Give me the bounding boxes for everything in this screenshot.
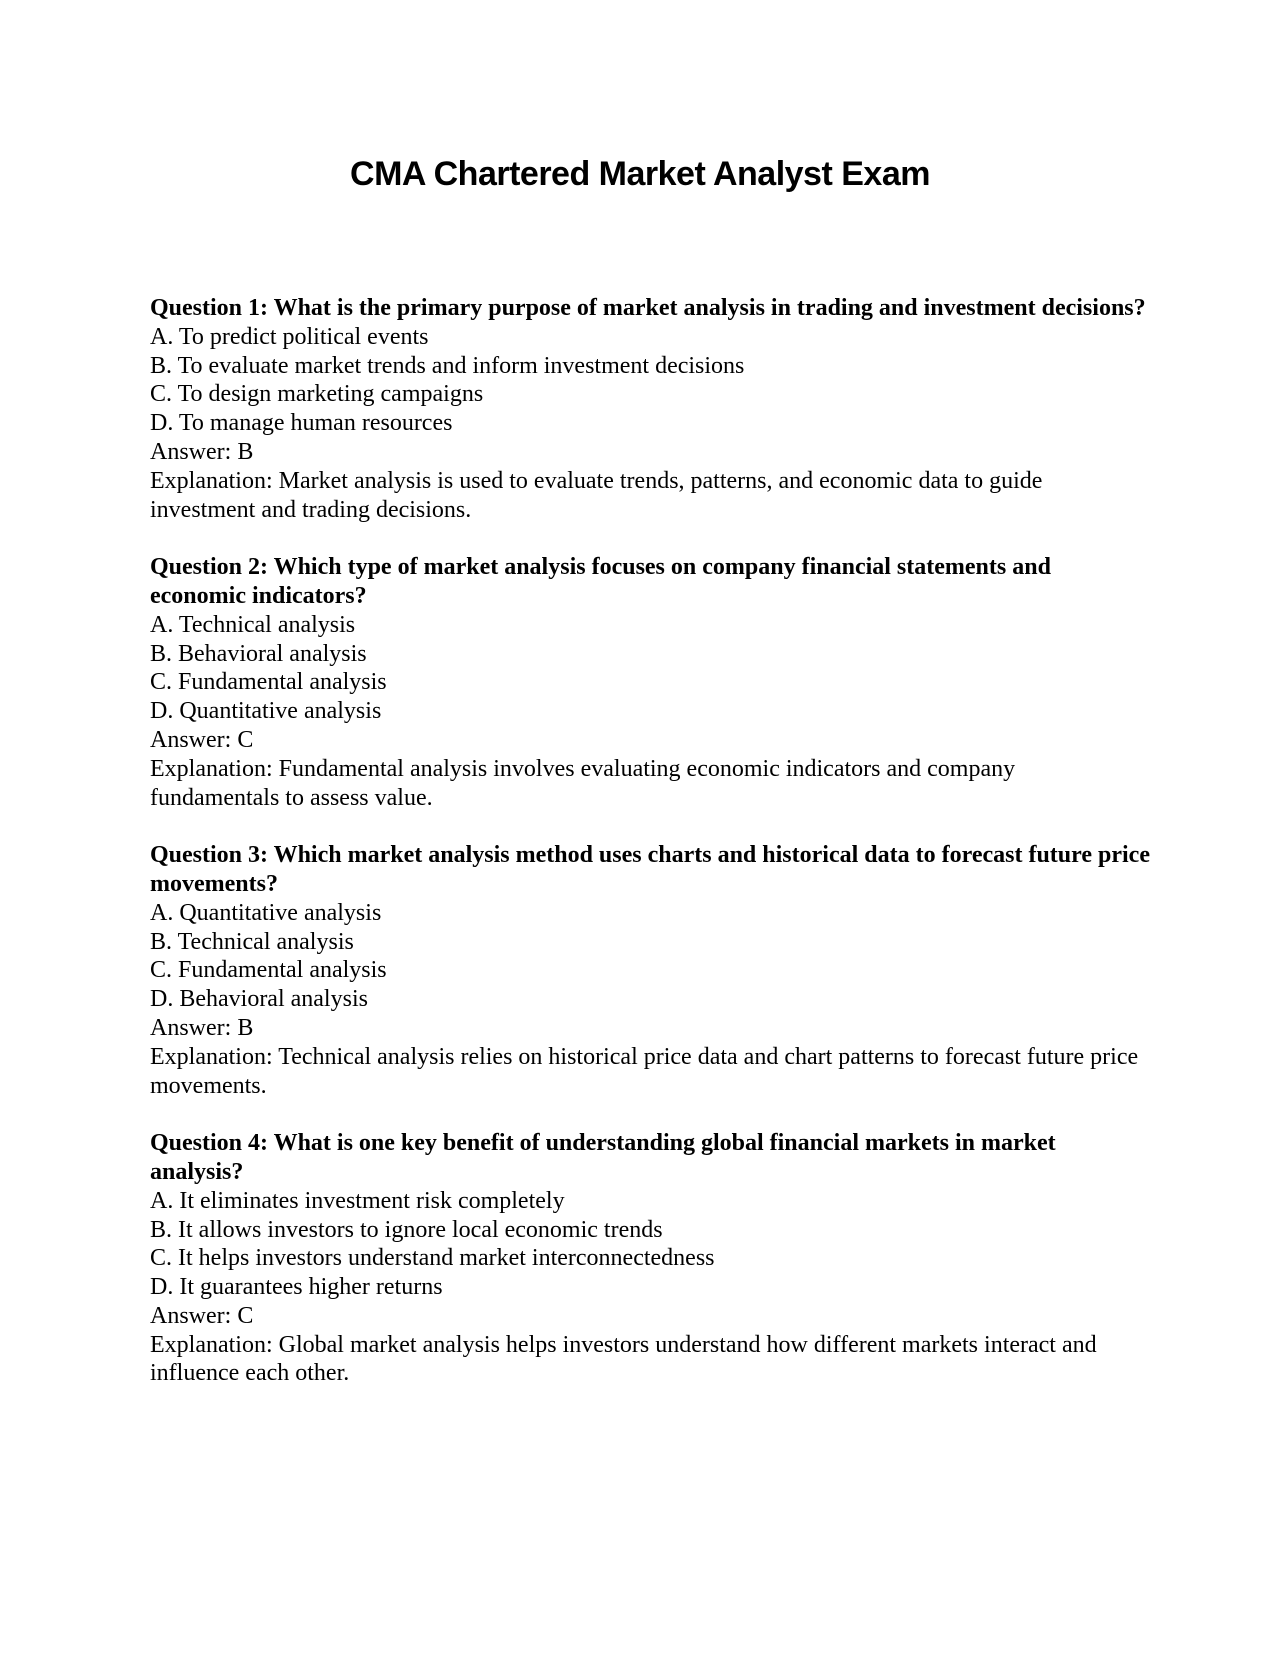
option-b: B. Behavioral analysis	[150, 640, 367, 667]
answer: Answer: C	[150, 726, 254, 753]
option-c: C. Fundamental analysis	[150, 669, 387, 696]
option-a: A. To predict political events	[150, 323, 429, 350]
question-text: Question 1: What is the primary purpose of market analysis in trading and investment decisions?	[150, 295, 1146, 321]
option-d: D. Behavioral analysis	[150, 986, 368, 1013]
option-c: C. It helps investors understand market interconnectedness	[150, 1245, 715, 1272]
explanation: Explanation: Technical analysis relies on historical price data and chart patterns to forecast future price movements.	[150, 1043, 1139, 1099]
option-a: A. Quantitative analysis	[150, 899, 382, 926]
answer: Answer: B	[150, 1014, 254, 1041]
question-text: Question 3: Which market analysis method uses charts and historical data to forecast future price movements?	[150, 842, 1150, 897]
question-text: Question 2: Which type of market analysis focuses on company financial statements and economic indicators?	[150, 554, 1051, 609]
option-d: D. To manage human resources	[150, 410, 453, 437]
document-title: CMA Chartered Market Analyst Exam	[350, 155, 930, 193]
question-4	[150, 1129, 1150, 1388]
explanation: Explanation: Global market analysis helps investors understand how different markets interact and influence each other.	[150, 1331, 1097, 1387]
option-d: D. It guarantees higher returns	[150, 1274, 443, 1301]
option-d: D. Quantitative analysis	[150, 698, 382, 725]
explanation: Explanation: Fundamental analysis involves evaluating economic indicators and company fundamentals to assess value.	[150, 755, 1016, 811]
option-c: C. Fundamental analysis	[150, 957, 387, 984]
explanation: Explanation: Market analysis is used to evaluate trends, patterns, and economic data to guide investment and trading decisions.	[150, 467, 1043, 523]
answer: Answer: C	[150, 1302, 254, 1329]
question-text: Question 4: What is one key benefit of understanding global financial markets in market analysis?	[150, 1130, 1056, 1185]
option-b: B. To evaluate market trends and inform investment decisions	[150, 352, 745, 379]
question-1	[150, 294, 1150, 524]
option-b: B. Technical analysis	[150, 928, 354, 955]
answer: Answer: B	[150, 438, 254, 465]
option-b: B. It allows investors to ignore local economic trends	[150, 1216, 663, 1243]
option-a: A. Technical analysis	[150, 611, 356, 638]
option-a: A. It eliminates investment risk completely	[150, 1187, 565, 1214]
question-3	[150, 841, 1150, 1100]
question-2	[150, 553, 1150, 812]
question-list	[150, 294, 1150, 1417]
option-c: C. To design marketing campaigns	[150, 381, 484, 408]
